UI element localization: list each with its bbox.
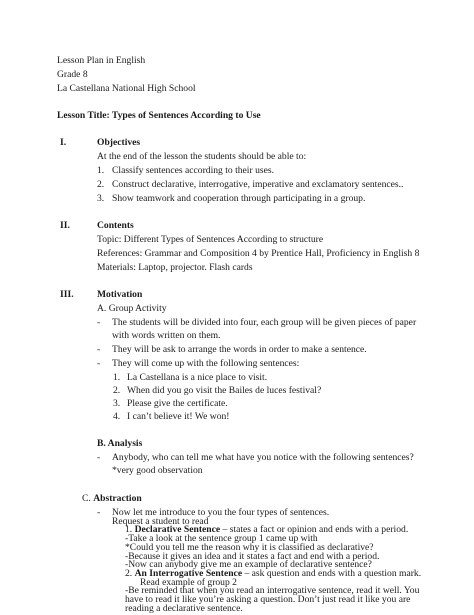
section-2-numeral: II. [60,220,70,231]
abstraction-line-4: -Take a look at the sentence group 1 came up with [125,533,318,545]
sentence-1-num: 1. [113,372,121,383]
bullet-dash: - [97,358,101,369]
abstraction-line-11: have to read it like you’re asking a question. Don’t just read it like you are [125,594,411,605]
contents-materials: Materials: Laptop, projector. Flash cards [97,262,253,273]
objective-3-num: 3. [97,193,105,204]
sentence-3-num: 3. [113,398,121,409]
motivation-bullet-1-line-2: with words written on them. [112,330,221,341]
sentence-2-text: When did you go visit the Bailes de luces festival? [127,385,322,396]
sentence-4-text: I can’t believe it! We won! [127,411,230,422]
objective-3-text: Show teamwork and cooperation through participating in a group. [112,193,366,204]
section-1-numeral: I. [60,137,67,148]
abstraction-line-12: reading a declarative sentence. [125,602,243,614]
analysis-line-1: Anybody, who can tell me what have you notice with the following sentences? [112,452,414,463]
motivation-bullet-1-line-1: The students will be divided into four, each group will be given pieces of paper [112,317,417,328]
bullet-dash: - [97,317,101,328]
section-3-heading: Motivation [97,289,143,300]
abstraction-line-1: Now let me introduce to you the four types of sentences. [112,507,330,518]
sentence-4-num: 4. [113,411,121,422]
abstraction-heading: Abstraction [93,493,142,504]
group-activity-label: A. Group Activity [97,303,167,314]
motivation-bullet-2: They will be ask to arrange the words in order to make a sentence. [112,344,367,355]
declarative-desc: – states a fact or opinion and ends with a period. [220,524,409,536]
bullet-dash: - [97,507,101,518]
motivation-bullet-3: They will come up with the following sentences: [112,358,300,369]
lesson-title: Lesson Title: Types of Sentences According to Use [57,110,261,121]
abstraction-line-5: *Could you tell me the reason why it is classified as declarative? [125,541,374,553]
sentence-1-text: La Castellana is a nice place to visit. [127,372,268,383]
declarative-num: 1. [125,524,133,536]
bullet-dash: - [97,452,101,463]
abstraction-line-7: -Now can anybody give me an example of declarative sentence? [125,559,372,571]
analysis-label: B. Analysis [97,438,143,449]
objective-2-num: 2. [97,179,105,190]
section-1-heading: Objectives [97,137,141,148]
abstraction-label [82,493,142,505]
header-line-2: Grade 8 [57,69,88,80]
abstraction-line-10: -Be reminded that when you read an interrogative sentence, read it well. You [125,585,420,597]
contents-references: References: Grammar and Composition 4 by Prentice Hall, Proficiency in English 8 [97,248,420,259]
contents-topic: Topic: Different Types of Sentences According to structure [97,234,324,245]
section-2-heading: Contents [97,220,134,231]
abstraction-line-9: Read example of group 2 [140,576,237,588]
section-3-numeral: III. [60,289,74,300]
abstraction-line-6: -Because it gives an idea and it states a fact and end with a period. [125,550,380,562]
header-line-1: Lesson Plan in English [57,55,146,66]
objectives-intro: At the end of the lesson the students should be able to: [97,151,307,162]
sentence-3-text: Please give the certificate. [127,398,228,409]
abstraction-letter: C. [82,493,91,504]
objective-2-text: Construct declarative, interrogative, imperative and exclamatory sentences.. [112,179,404,190]
interrogative-term: An Interrogative Sentence [134,567,243,579]
objective-1-num: 1. [97,165,105,176]
header-line-3: La Castellana National High School [57,83,196,94]
abstraction-line-2: Request a student to read [112,515,209,527]
objective-1-text: Classify sentences according to their uses. [112,165,274,176]
analysis-line-2: *very good observation [112,465,203,476]
interrogative-num: 2. [125,567,133,579]
declarative-term: Declarative Sentence [134,524,221,536]
interrogative-desc: – ask question and ends with a question mark. [242,567,422,579]
sentence-2-num: 2. [113,385,121,396]
bullet-dash: - [97,344,101,355]
